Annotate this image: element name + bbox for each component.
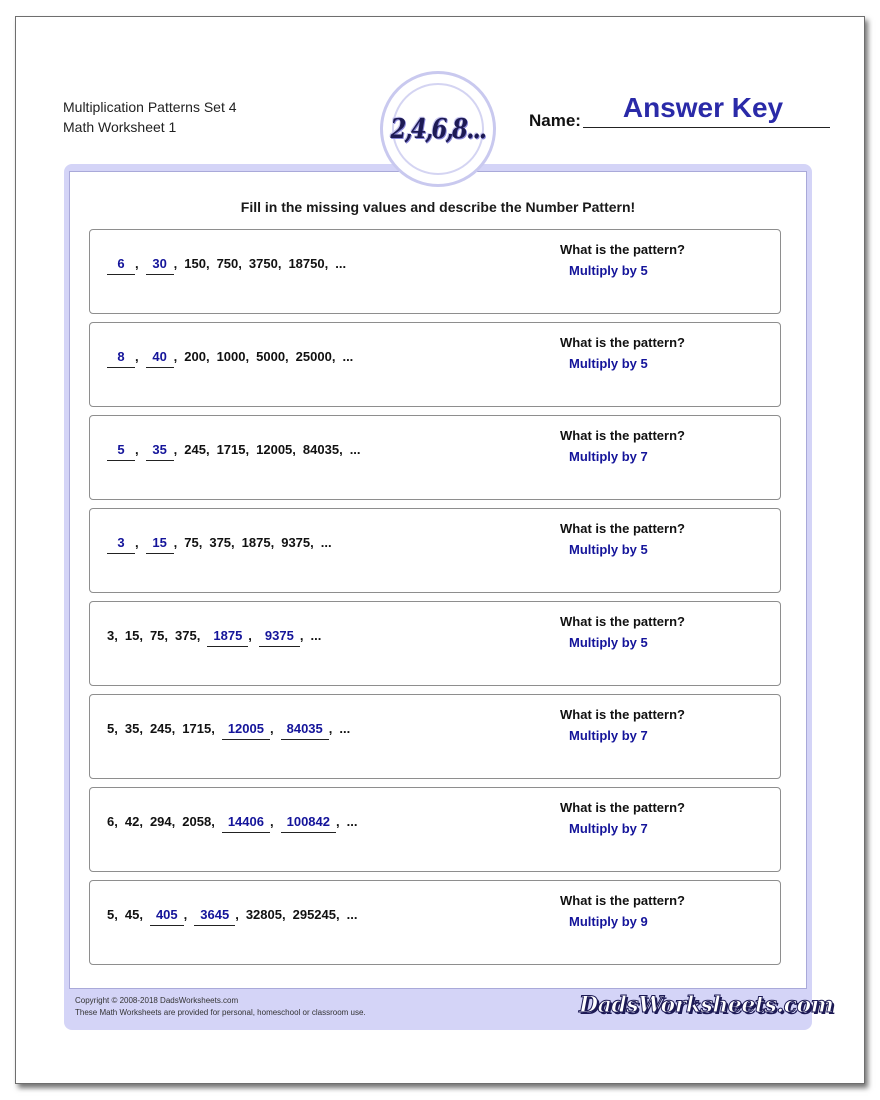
problem-row (89, 787, 781, 872)
separator: , (173, 535, 178, 550)
answer-blank[interactable]: 5 (107, 442, 135, 461)
number-sequence (107, 535, 332, 554)
problem-row (89, 694, 781, 779)
separator: , (173, 256, 178, 271)
separator: , (183, 907, 188, 922)
separator: , (114, 814, 118, 829)
sequence-term: 294 (149, 814, 172, 829)
sequence-term: 75 (184, 535, 199, 550)
separator: , (205, 256, 210, 271)
pattern-answer[interactable]: Multiply by 5 (569, 263, 648, 278)
sequence-term: 5000 (256, 349, 286, 364)
pattern-question: What is the pattern? (560, 893, 685, 908)
pattern-question: What is the pattern? (560, 614, 685, 629)
separator: , (135, 256, 139, 271)
sequence-term: 3750 (248, 256, 278, 271)
sequence-term: 25000 (295, 349, 332, 364)
separator: , (198, 535, 203, 550)
answer-blank[interactable]: 3645 (194, 907, 235, 926)
separator: , (114, 628, 118, 643)
separator: , (231, 535, 235, 550)
name-label: Name: (529, 111, 581, 130)
pattern-answer[interactable]: Multiply by 9 (569, 914, 648, 929)
number-sequence (107, 349, 353, 368)
separator: , (285, 349, 289, 364)
sequence-term: 375 (175, 628, 197, 643)
logo-badge (380, 71, 496, 187)
sequence-term: ... (346, 814, 358, 829)
pattern-answer[interactable]: Multiply by 5 (569, 635, 648, 650)
sequence-term: 200 (184, 349, 206, 364)
separator: , (171, 814, 176, 829)
sequence-term: ... (335, 256, 347, 271)
separator: , (135, 349, 139, 364)
sequence-term: 375 (209, 535, 232, 550)
sequence-term: 3 (107, 628, 115, 643)
sequence-term: ... (339, 721, 351, 736)
sequence-term: ... (342, 349, 354, 364)
sequence-term: 750 (216, 256, 239, 271)
usage-note: These Math Worksheets are provided for personal, homeschool or classroom use. (75, 1008, 366, 1017)
answer-key-text: Answer Key (622, 92, 784, 123)
worksheet-frame (64, 164, 834, 1030)
answer-blank[interactable]: 9375 (259, 628, 300, 647)
separator: , (269, 721, 274, 736)
footer-text (75, 995, 366, 1019)
separator: , (196, 628, 201, 643)
separator: , (310, 535, 314, 550)
separator: , (114, 721, 118, 736)
worksheet-title (63, 97, 237, 137)
title-line-2: Math Worksheet 1 (63, 119, 177, 135)
number-sequence (107, 442, 361, 461)
problem-row (89, 508, 781, 593)
separator: , (139, 907, 143, 922)
answer-blank[interactable]: 12005 (222, 721, 270, 740)
problem-row (89, 229, 781, 314)
separator: , (235, 907, 239, 922)
separator: , (292, 442, 296, 457)
separator: , (339, 442, 343, 457)
separator: , (173, 442, 178, 457)
sequence-term: 45 (124, 907, 140, 922)
separator: , (324, 256, 329, 271)
separator: , (139, 628, 143, 643)
sequence-term: 1715 (182, 721, 212, 736)
pattern-answer[interactable]: Multiply by 7 (569, 728, 648, 743)
separator: , (248, 628, 252, 643)
pattern-answer[interactable]: Multiply by 5 (569, 542, 648, 557)
separator: , (173, 349, 178, 364)
logo-ring (392, 83, 484, 175)
separator: , (211, 721, 215, 736)
number-sequence (107, 721, 350, 740)
sequence-term: 32805 (245, 907, 282, 922)
separator: , (211, 814, 215, 829)
separator: , (270, 535, 275, 550)
separator: , (245, 349, 250, 364)
separator: , (205, 442, 210, 457)
separator: , (328, 721, 333, 736)
brand-logo: DadsWorksheets.com (579, 992, 834, 1018)
number-sequence (107, 814, 357, 833)
separator: , (135, 535, 139, 550)
answer-blank[interactable]: 14406 (222, 814, 270, 833)
separator: , (269, 814, 274, 829)
sequence-term: 1715 (216, 442, 246, 457)
separator: , (238, 256, 242, 271)
name-line (583, 127, 830, 128)
sequence-term: 6 (107, 814, 115, 829)
answer-blank[interactable]: 405 (150, 907, 184, 926)
sequence-term: 1000 (216, 349, 246, 364)
separator: , (281, 907, 286, 922)
sequence-term: 1875 (241, 535, 271, 550)
separator: , (245, 442, 250, 457)
sequence-term: 12005 (256, 442, 293, 457)
sequence-term: 5 (107, 721, 115, 736)
sequence-term: 2058 (182, 814, 212, 829)
copyright: Copyright © 2008-2018 DadsWorksheets.com (75, 996, 239, 1005)
problem-row (89, 601, 781, 686)
sequence-term: 15 (124, 628, 140, 643)
separator: , (331, 349, 336, 364)
worksheet-body (69, 171, 807, 989)
problem-row (89, 880, 781, 965)
separator: , (171, 721, 176, 736)
answer-blank[interactable]: 1875 (207, 628, 248, 647)
sequence-term: 5 (107, 907, 115, 922)
sequence-term: 35 (124, 721, 140, 736)
answer-blank[interactable]: 84035 (281, 721, 329, 740)
separator: , (139, 814, 143, 829)
sequence-term: ... (310, 628, 322, 643)
separator: , (299, 628, 304, 643)
sequence-term: 245 (149, 721, 172, 736)
answer-blank[interactable]: 100842 (281, 814, 336, 833)
separator: , (114, 907, 118, 922)
answer-blank[interactable]: 6 (107, 256, 135, 275)
title-line-1: Multiplication Patterns Set 4 (63, 99, 237, 115)
sequence-term: 42 (124, 814, 140, 829)
separator: , (336, 907, 340, 922)
number-sequence (107, 256, 346, 275)
sequence-term: 150 (184, 256, 206, 271)
separator: , (277, 256, 282, 271)
pattern-question: What is the pattern? (560, 521, 685, 536)
sequence-term: 245 (184, 442, 206, 457)
instructions: Fill in the missing values and describe the Number Pattern! (240, 199, 636, 215)
pattern-question: What is the pattern? (560, 428, 685, 443)
separator: , (139, 721, 143, 736)
pattern-question: What is the pattern? (560, 335, 685, 350)
separator: , (336, 814, 340, 829)
pattern-answer[interactable]: Multiply by 7 (569, 449, 648, 464)
problem-row (89, 415, 781, 500)
separator: , (164, 628, 169, 643)
answer-blank[interactable]: 8 (107, 349, 135, 368)
answer-blank[interactable]: 40 (146, 349, 174, 368)
answer-blank[interactable]: 3 (107, 535, 135, 554)
sequence-term: 84035 (302, 442, 340, 457)
pattern-question: What is the pattern? (560, 242, 685, 257)
separator: , (135, 442, 139, 457)
answer-blank[interactable]: 35 (146, 442, 174, 461)
pattern-answer[interactable]: Multiply by 7 (569, 821, 648, 836)
sequence-term: 295245 (292, 907, 336, 922)
sequence-term: 9375 (281, 535, 311, 550)
answer-blank[interactable]: 30 (146, 256, 174, 275)
logo-text: 2,4,6,8... (390, 113, 486, 145)
sequence-term: ... (346, 907, 358, 922)
answer-blank[interactable]: 15 (146, 535, 174, 554)
sequence-term: 18750 (288, 256, 325, 271)
sequence-term: ... (320, 535, 332, 550)
sequence-term: 75 (149, 628, 165, 643)
number-sequence (107, 628, 321, 647)
number-sequence (107, 907, 357, 926)
pattern-question: What is the pattern? (560, 707, 685, 722)
pattern-answer[interactable]: Multiply by 5 (569, 356, 648, 371)
pattern-question: What is the pattern? (560, 800, 685, 815)
sequence-term: ... (349, 442, 361, 457)
separator: , (205, 349, 210, 364)
problem-row (89, 322, 781, 407)
